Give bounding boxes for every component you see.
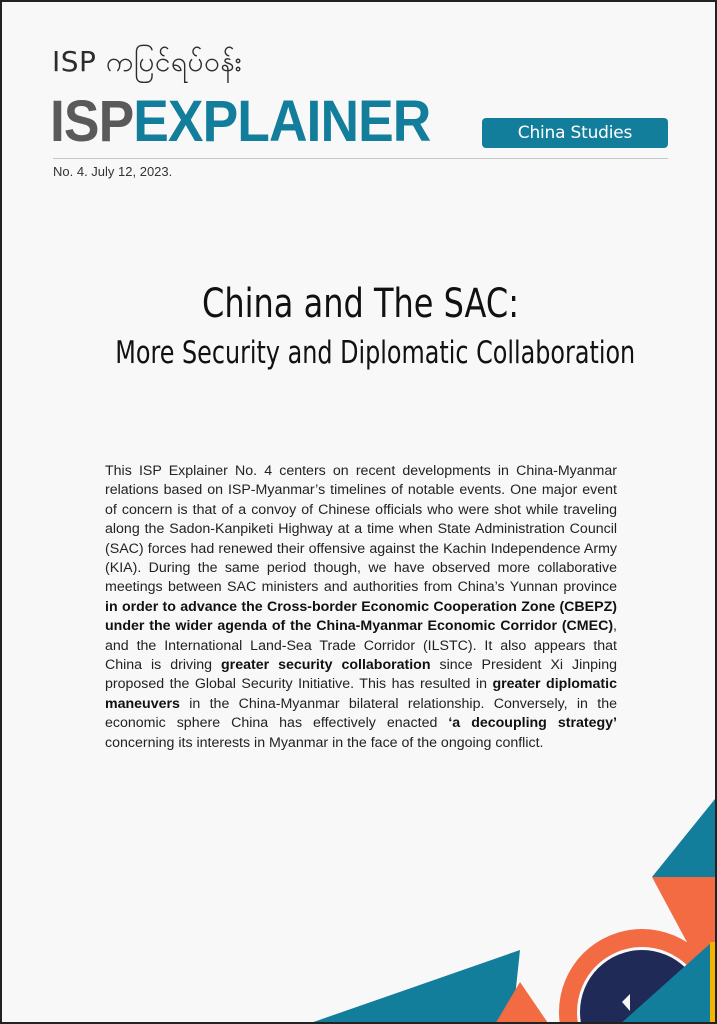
logo-explainer-text: EXPLAINER xyxy=(133,89,431,154)
summary-text: This ISP Explainer No. 4 centers on recent developments in China-Myanmar relations based on ISP-Myanmar’s timelines of notable events. One major event of concern is that of a convoy of Chinese officials who were shot while traveling along the Sadon-Kanpiketi Highway at a time when State Administration Council (SAC) forces had renewed their offensive against the Kachin Independence Army (KIA). During the same period though, we have observed more collaborative meetings between SAC ministers and authorities from China’s Yunnan province xyxy=(105,463,617,596)
decor-circle-inner xyxy=(580,950,704,1024)
series-badge: China Studies xyxy=(482,118,668,148)
decor-notch xyxy=(622,994,630,1011)
isp-burmese-wordmark: ISP ကပြင်ရပ်ဝန်း xyxy=(52,45,243,78)
summary-emphasis: ‘a decoupling strategy’ xyxy=(448,715,617,732)
issue-date-line: No. 4. July 12, 2023. xyxy=(53,164,173,179)
isp-explainer-logo xyxy=(50,90,430,154)
summary-text: , and the International Land-Sea Trade Corridor (ILSTC). It also appears that China is driving xyxy=(105,618,617,674)
decor-triangle-orange-bottom xyxy=(494,982,550,1024)
title-line-primary: China and The SAC: xyxy=(202,281,519,327)
decor-circle-outer xyxy=(559,929,717,1024)
document-title xyxy=(42,281,679,371)
decor-triangle-teal-bottom xyxy=(302,950,520,1024)
summary-paragraph xyxy=(105,462,617,753)
summary-text: concerning its interests in Myanmar in the face of the ongoing conflict. xyxy=(105,734,544,751)
decor-circle-gap xyxy=(577,947,707,1024)
decor-triangle-orange-right xyxy=(652,877,717,1002)
summary-emphasis: in order to advance the Cross-border Economic Cooperation Zone (CBEPZ) under the wider agenda of the China-Myanmar Economic Corridor (CMEC) xyxy=(105,598,617,635)
summary-emphasis: greater diplomatic maneuvers xyxy=(105,676,617,712)
header-divider xyxy=(53,158,668,159)
summary-text: in the China-Myanmar bilateral relationship. Conversely, in the economic sphere China has effectively enacted xyxy=(105,695,617,732)
decor-triangle-teal-bottom-right xyxy=(618,942,712,1024)
logo-isp-text: ISP xyxy=(50,89,134,154)
summary-emphasis: greater security collaboration xyxy=(221,657,431,674)
title-line-secondary: More Security and Diplomatic Collaboration xyxy=(115,335,636,371)
summary-text: since President Xi Jinping proposed the Global Security Initiative. This has resulted in xyxy=(105,657,617,693)
decor-triangle-teal-top xyxy=(652,794,717,877)
decor-yellow-stripe xyxy=(710,942,717,1024)
